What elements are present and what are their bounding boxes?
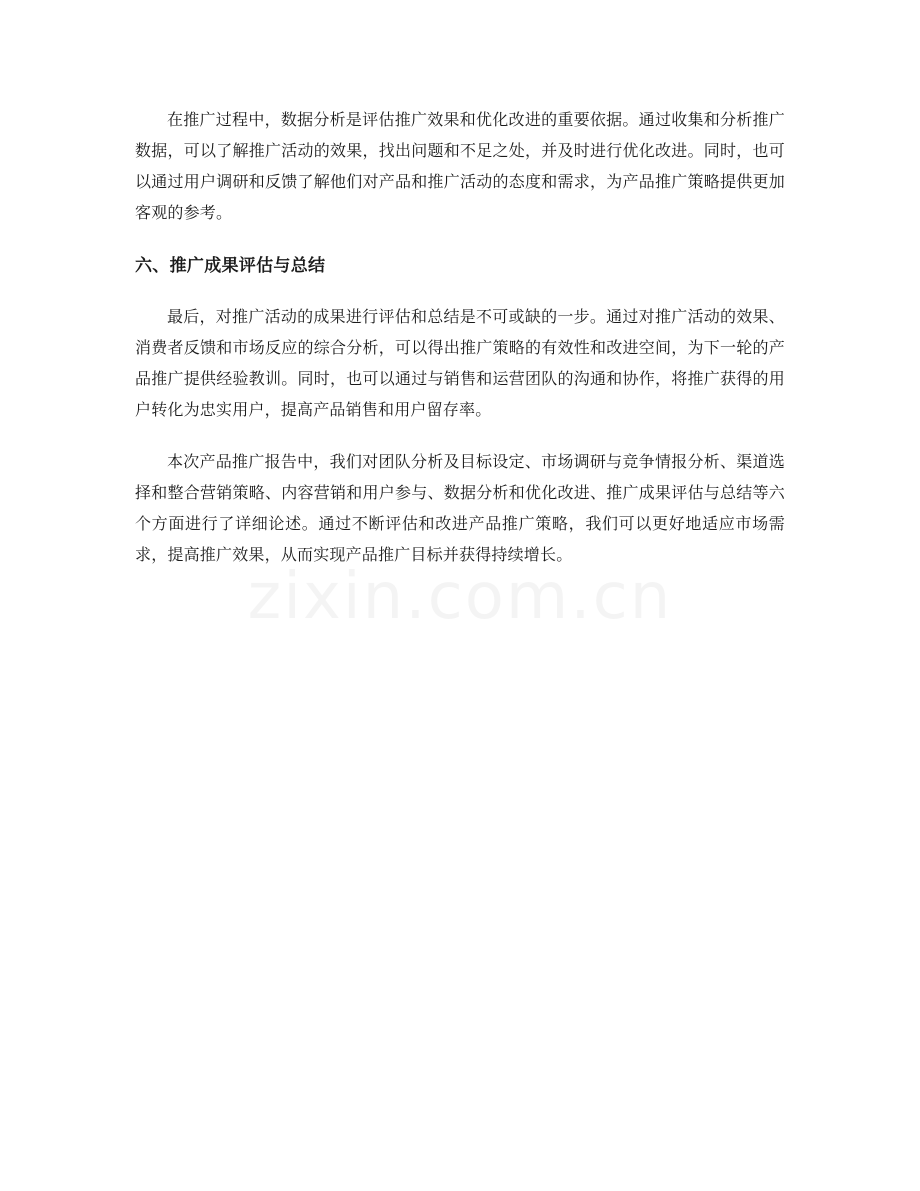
watermark bbox=[0, 560, 920, 634]
paragraph-data-analysis: 在推广过程中，数据分析是评估推广效果和优化改进的重要依据。通过收集和分析推广数据，可以了解推广活动的效果，找出问题和不足之处，并及时进行优化改进。同时，也可以通过用户调研和反馈了解他们对产品和推广活动的态度和需求，为产品推广策略提供更加客观的参考。 bbox=[135, 110, 785, 222]
document-body bbox=[135, 104, 785, 570]
section-heading: 六、推广成果评估与总结 bbox=[135, 256, 326, 276]
paragraph-evaluation: 最后，对推广活动的成果进行评估和总结是不可或缺的一步。通过对推广活动的效果、消费者反馈和市场反应的综合分析，可以得出推广策略的有效性和改进空间，为下一轮的产品推广提供经验教训。同时，也可以通过与销售和运营团队的沟通和协作，将推广获得的用户转化为忠实用户，提高产品销售和用户留存率。 bbox=[135, 307, 785, 419]
paragraph-summary: 本次产品推广报告中，我们对团队分析及目标设定、市场调研与竞争情报分析、渠道选择和整合营销策略、内容营销和用户参与、数据分析和优化改进、推广成果评估与总结等六个方面进行了详细论述。通过不断评估和改进产品推广策略，我们可以更好地适应市场需求，提高推广效果，从而实现产品推广目标并获得持续增长。 bbox=[135, 452, 785, 564]
